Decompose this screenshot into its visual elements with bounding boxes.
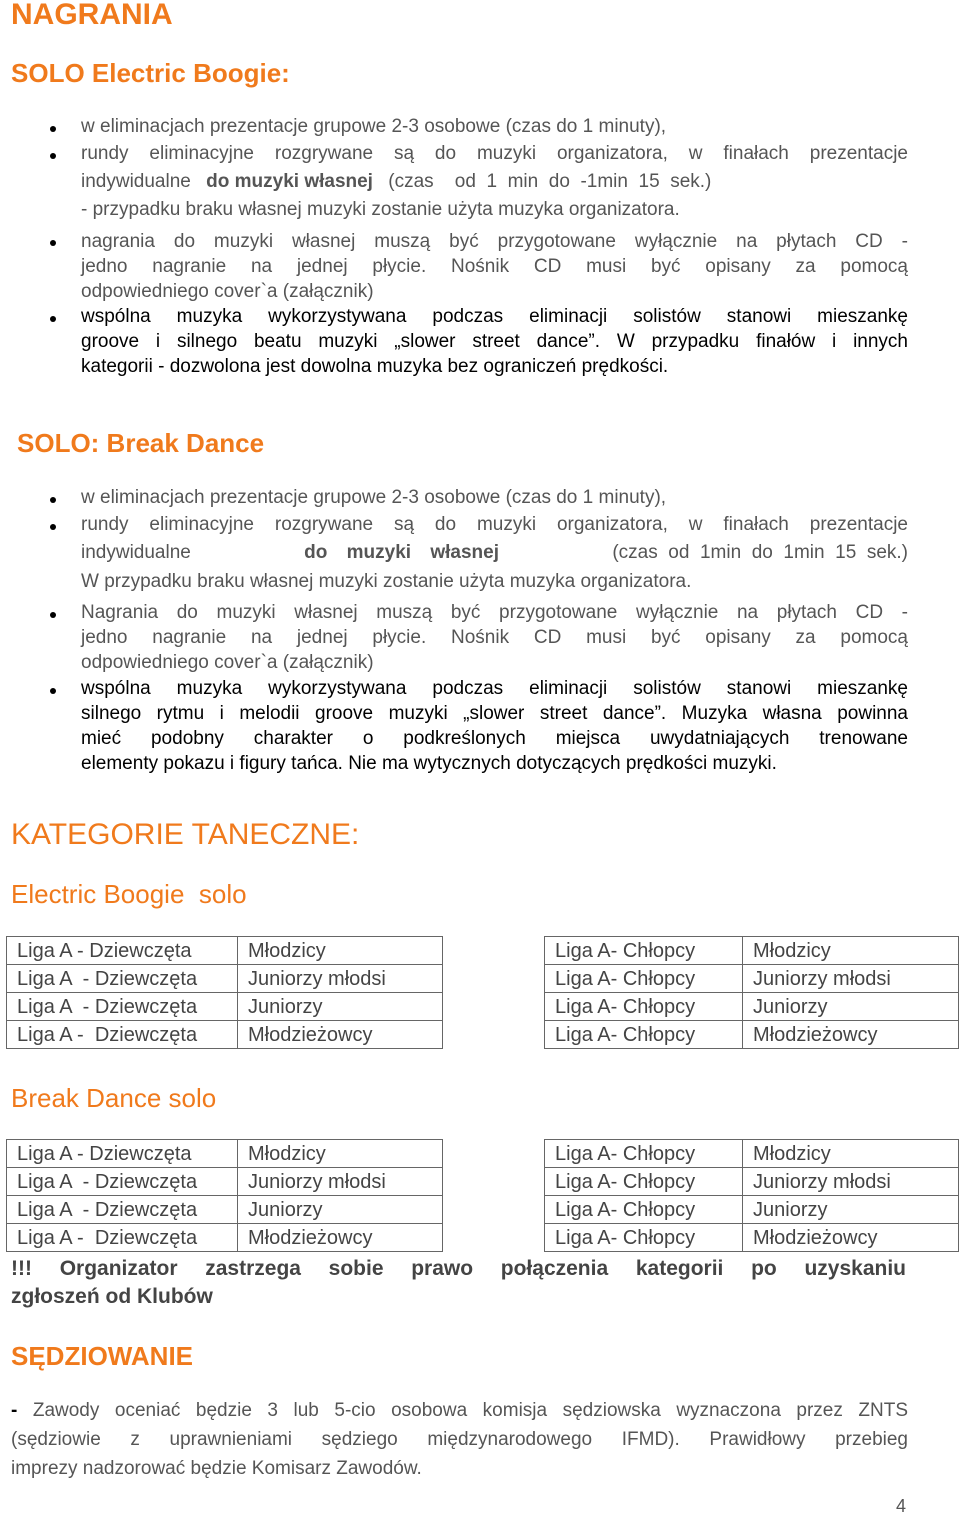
table-cell: Młodzieżowcy [743, 1224, 959, 1252]
rule-text: silnego rytmu i melodii groove muzyki „slower street dance”. Muzyka własna powinna [81, 703, 908, 724]
rule-text: groove i silnego beatu muzyki „slower street dance”. W przypadku finałów i innych [81, 331, 908, 352]
table-cell: Liga A - Dziewczęta [7, 1196, 238, 1224]
table-row [545, 965, 959, 993]
table-cell: Juniorzy [238, 993, 443, 1021]
table-cell: Liga A - Dziewczęta [7, 1168, 238, 1196]
table-cell: Młodzieżowcy [238, 1224, 443, 1252]
table-row [7, 1196, 443, 1224]
electric-boogie-girls-table [6, 936, 443, 1049]
page-title: NAGRANIA [11, 0, 173, 31]
judging-text: (sędziowie z uprawnieniami sędziego międzynarodowego IFMD). Prawidłowy przebieg [11, 1429, 908, 1450]
rule-text: jedno nagranie na jednej płycie. Nośnik CD musi być opisany za pomocą [81, 256, 908, 277]
bullet-icon [50, 497, 56, 503]
table-row [545, 1021, 959, 1049]
table-cell: Liga A - Dziewczęta [7, 937, 238, 965]
bullet-icon [50, 240, 56, 246]
table-row [7, 937, 443, 965]
table-row [7, 1224, 443, 1252]
organizer-note: zgłoszeń od Klubów [11, 1285, 213, 1308]
bullet-icon [50, 153, 56, 159]
judging-text: - Zawody oceniać będzie 3 lub 5-cio osobowa komisja sędziowska wyznaczona przez ZNTS [11, 1400, 908, 1421]
table-cell: Liga A- Chłopcy [545, 1021, 743, 1049]
table-cell: Juniorzy młodsi [238, 965, 443, 993]
table-cell: Juniorzy [743, 1196, 959, 1224]
rule-text: odpowiedniego cover`a (załącznik) [81, 652, 374, 673]
table-row [545, 1196, 959, 1224]
rule-text: jedno nagranie na jednej płycie. Nośnik CD musi być opisany za pomocą [81, 627, 908, 648]
table-cell: Młodzicy [743, 937, 959, 965]
table-cell: Młodzicy [238, 1140, 443, 1168]
table-cell: Liga A- Chłopcy [545, 993, 743, 1021]
organizer-note: !!! Organizator zastrzega sobie prawo połączenia kategorii po uzyskaniu [11, 1257, 906, 1280]
rule-text: indywidualne do muzyki własnej (czas od 1 min do -1min 15 sek.) [81, 171, 712, 192]
rule-text: nagrania do muzyki własnej muszą być przygotowane wyłącznie na płytach CD - [81, 231, 908, 252]
rule-text: indywidualne do muzyki własnej (czas od 1min do 1min 15 sek.) [81, 542, 908, 563]
table-cell: Liga A- Chłopcy [545, 1224, 743, 1252]
table-cell: Liga A- Chłopcy [545, 965, 743, 993]
rule-text: w eliminacjach prezentacje grupowe 2-3 osobowe (czas do 1 minuty), [81, 116, 667, 137]
rule-text: W przypadku braku własnej muzyki zostanie użyta muzyka organizatora. [81, 571, 692, 592]
rule-text: Nagrania do muzyki własnej muszą być przygotowane wyłącznie na płytach CD - [81, 602, 908, 623]
rule-text: w eliminacjach prezentacje grupowe 2-3 osobowe (czas do 1 minuty), [81, 487, 667, 508]
table-row [545, 993, 959, 1021]
table-cell: Juniorzy młodsi [743, 1168, 959, 1196]
bullet-icon [50, 316, 56, 322]
table-row [545, 1224, 959, 1252]
table-cell: Liga A- Chłopcy [545, 1168, 743, 1196]
rule-text: - przypadku braku własnej muzyki zostanie użyta muzyka organizatora. [81, 199, 680, 220]
electric-boogie-boys-table [544, 936, 959, 1049]
page-number: 4 [896, 1496, 907, 1516]
table-cell: Liga A- Chłopcy [545, 937, 743, 965]
table-cell: Juniorzy młodsi [743, 965, 959, 993]
table-cell: Liga A- Chłopcy [545, 1196, 743, 1224]
table-cell: Młodzicy [743, 1140, 959, 1168]
table-row [545, 1168, 959, 1196]
rule-text: wspólna muzyka wykorzystywana podczas eliminacji solistów stanowi mieszankę [81, 678, 908, 699]
bullet-icon [50, 524, 56, 530]
bullet-icon [50, 688, 56, 694]
table-cell: Liga A - Dziewczęta [7, 965, 238, 993]
table-cell: Juniorzy [238, 1196, 443, 1224]
table-cell: Liga A- Chłopcy [545, 1140, 743, 1168]
section-heading-categories: KATEGORIE TANECZNE: [11, 818, 360, 851]
table-row [545, 937, 959, 965]
subheading-break-dance-solo: Break Dance solo [11, 1083, 217, 1113]
rule-text: rundy eliminacyjne rozgrywane są do muzyki organizatora, w finałach prezentacje [81, 143, 908, 164]
table-cell: Młodzieżowcy [238, 1021, 443, 1049]
table-cell: Młodzicy [238, 937, 443, 965]
break-dance-boys-table [544, 1139, 959, 1252]
table-row [7, 1140, 443, 1168]
break-dance-girls-table [6, 1139, 443, 1252]
rule-text: wspólna muzyka wykorzystywana podczas eliminacji solistów stanowi mieszankę [81, 306, 908, 327]
table-row [7, 993, 443, 1021]
table-cell: Młodzieżowcy [743, 1021, 959, 1049]
rule-text: odpowiedniego cover`a (załącznik) [81, 281, 374, 302]
judging-text: imprezy nadzorować będzie Komisarz Zawodów. [11, 1458, 422, 1479]
rule-text: mieć podobny charakter o podkreślonych miejsca uwydatniających trenowane [81, 728, 908, 749]
section-heading-break-dance: SOLO: Break Dance [17, 428, 265, 458]
rule-text: rundy eliminacyjne rozgrywane są do muzyki organizatora, w finałach prezentacje [81, 514, 908, 535]
section-heading-judging: SĘDZIOWANIE [11, 1341, 194, 1371]
section-heading-electric-boogie: SOLO Electric Boogie: [11, 58, 290, 88]
table-cell: Liga A - Dziewczęta [7, 1140, 238, 1168]
table-row [7, 1168, 443, 1196]
table-row [7, 1021, 443, 1049]
table-cell: Liga A - Dziewczęta [7, 993, 238, 1021]
subheading-electric-boogie-solo: Electric Boogie solo [11, 879, 247, 909]
table-cell: Juniorzy [743, 993, 959, 1021]
table-row [545, 1140, 959, 1168]
table-cell: Liga A - Dziewczęta [7, 1021, 238, 1049]
rule-text: elementy pokazu i figury tańca. Nie ma wytycznych dotyczących prędkości muzyki. [81, 753, 777, 774]
bullet-icon [50, 612, 56, 618]
table-cell: Juniorzy młodsi [238, 1168, 443, 1196]
rule-text: kategorii - dozwolona jest dowolna muzyka bez ograniczeń prędkości. [81, 356, 669, 377]
table-row [7, 965, 443, 993]
table-cell: Liga A - Dziewczęta [7, 1224, 238, 1252]
bullet-icon [50, 126, 56, 132]
